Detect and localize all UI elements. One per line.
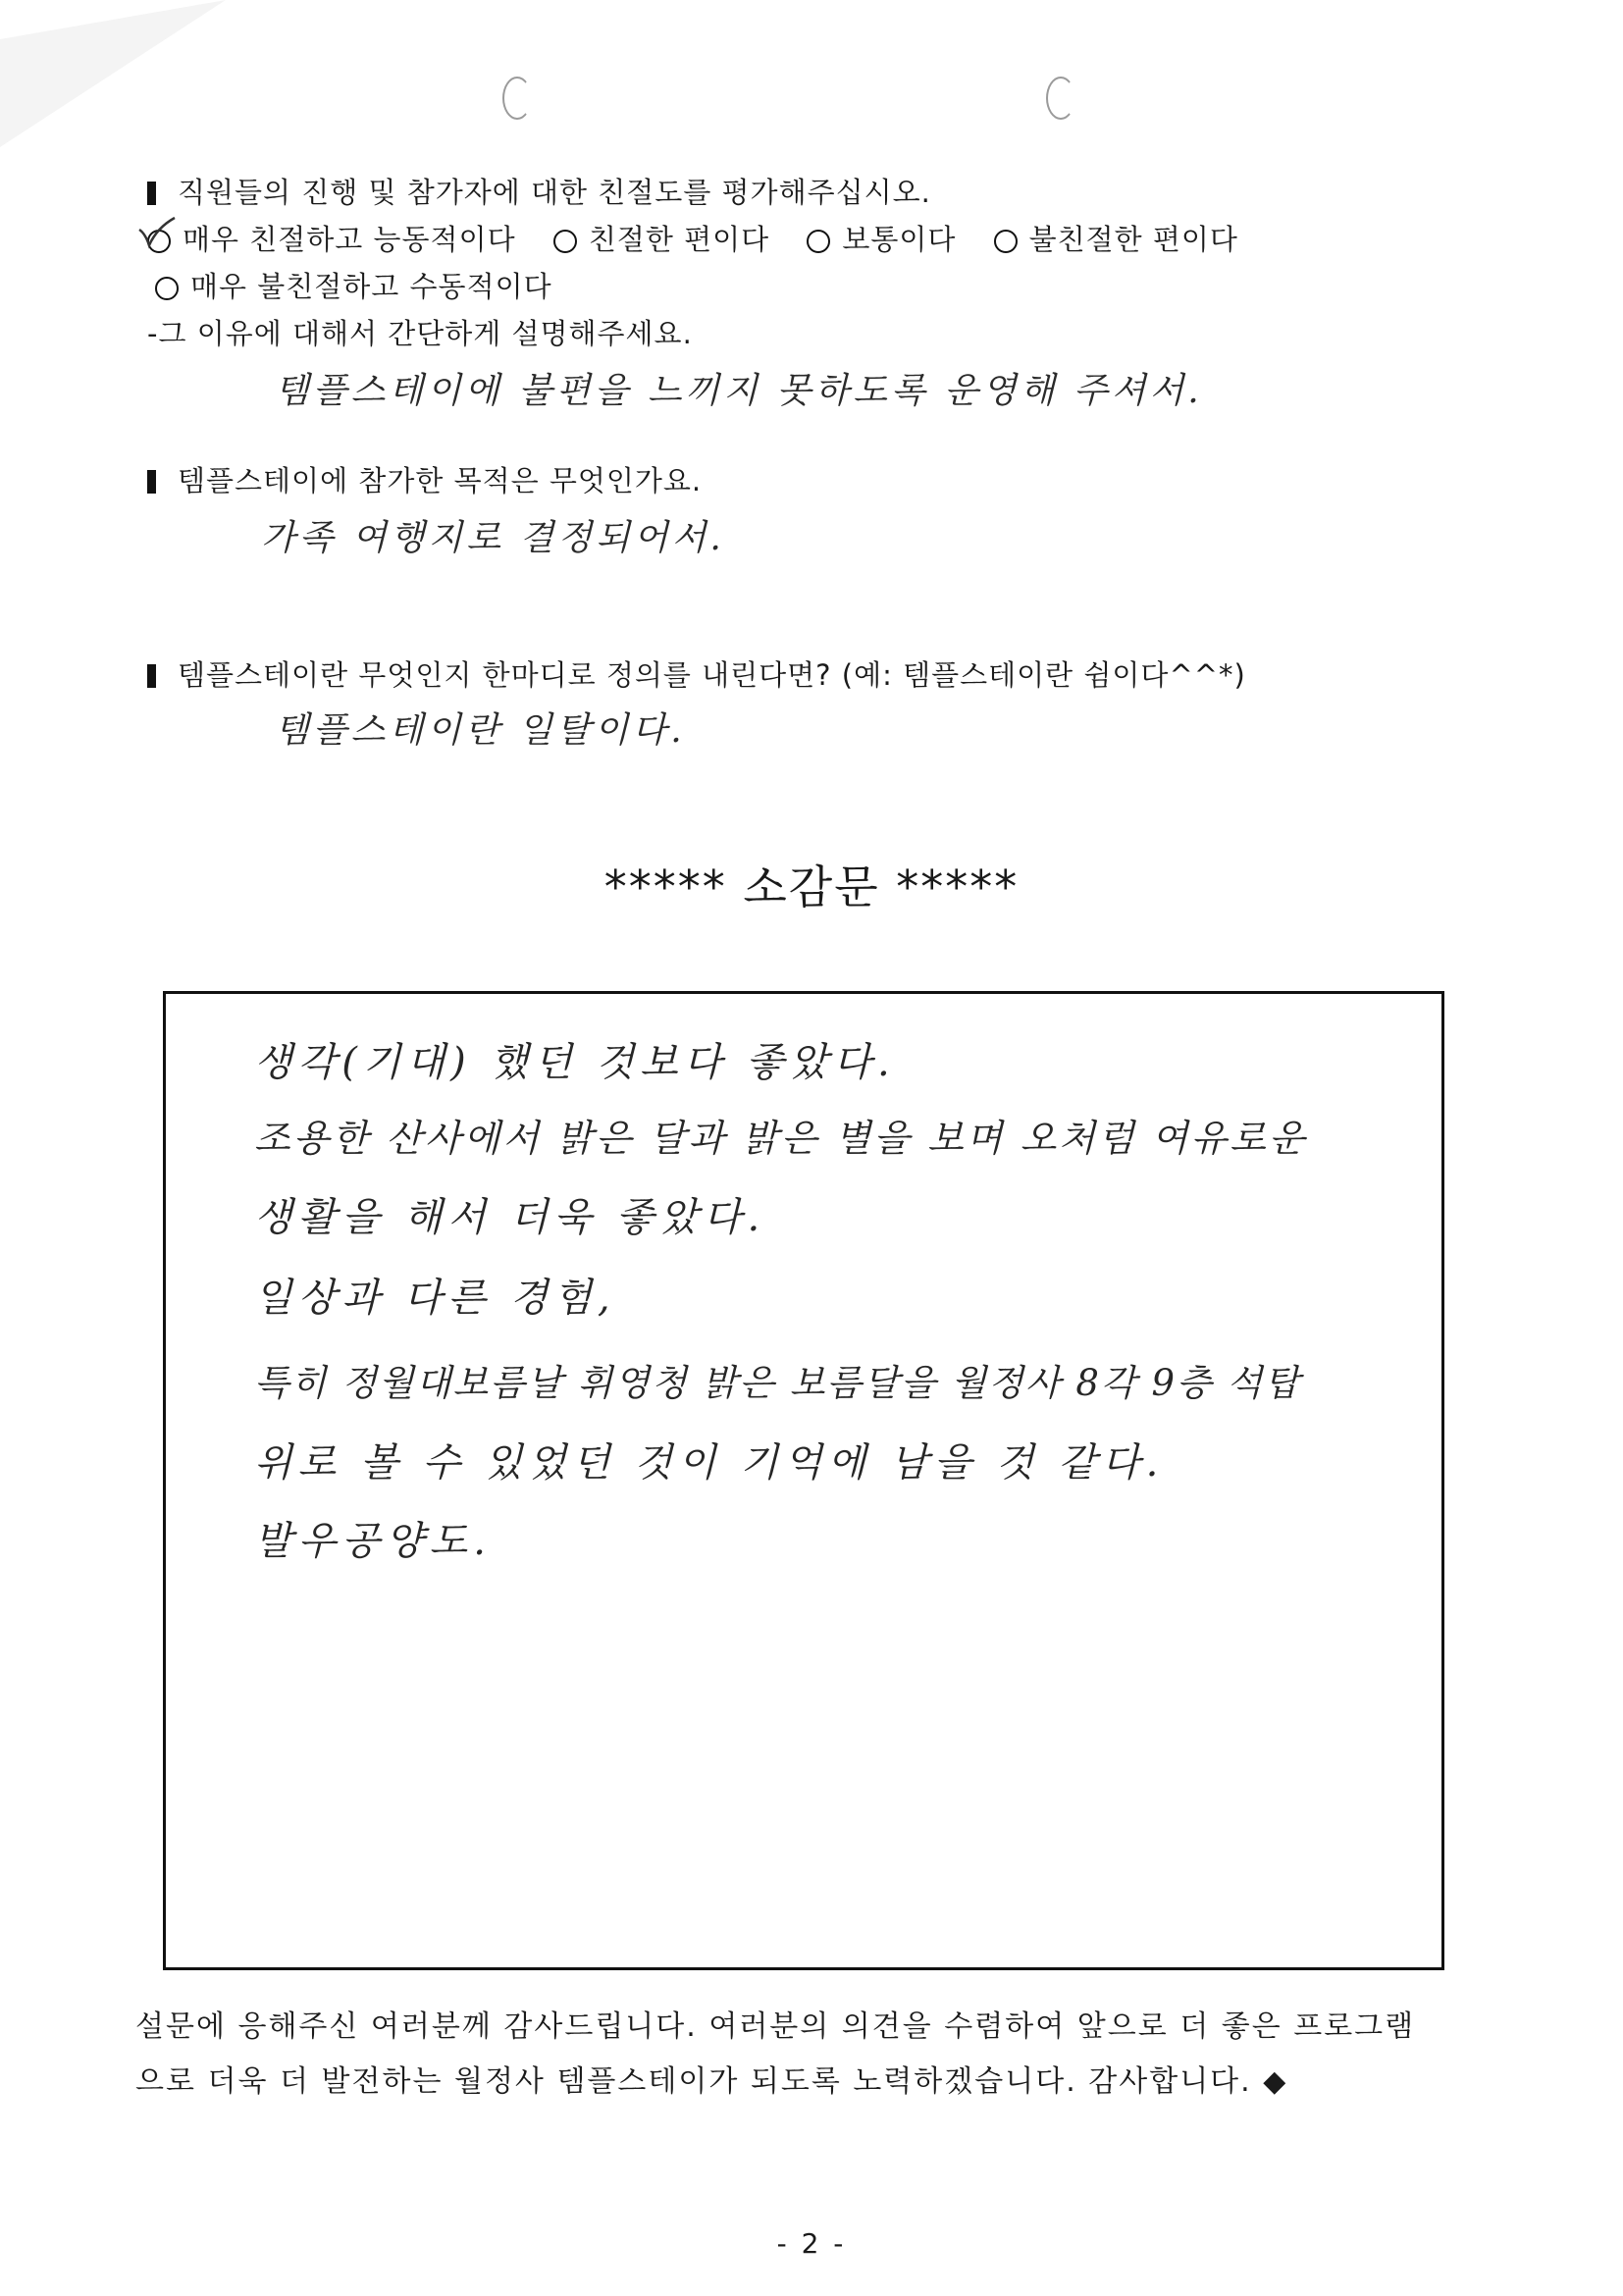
essay-line: 특히 정월대보름날 휘영청 밝은 보름달을 월정사 8각 9층 석탑 (254, 1362, 1301, 1404)
essay-line: 일상과 다른 경험, (254, 1276, 616, 1321)
essay-line: 생각(기대) 했던 것보다 좋았다. (254, 1040, 896, 1085)
question-staff-kindness (147, 169, 1501, 413)
option-average[interactable] (807, 216, 956, 263)
handwritten-reason-answer: 템플스테이에 불편을 느끼지 못하도록 운영해 주셔서. (275, 371, 1203, 411)
bullet-icon (147, 664, 156, 688)
option-label: 매우 친절하고 능동적이다 (183, 223, 516, 256)
question-definition (147, 652, 1501, 753)
radio-circle-icon[interactable] (553, 230, 577, 253)
question-text: 직원들의 진행 및 참가자에 대한 친절도를 평가해주십시오. (178, 176, 931, 209)
essay-line: 생활을 해서 더욱 좋았다. (254, 1195, 766, 1240)
option-kind[interactable] (553, 216, 769, 263)
essay-box (163, 991, 1444, 1970)
scan-corner-mark (0, 0, 236, 147)
question-line (147, 457, 1501, 504)
option-label: 불친절한 편이다 (1028, 223, 1238, 256)
option-label: 매우 불친절하고 수동적이다 (190, 270, 552, 303)
closing-message (135, 2000, 1509, 2110)
radio-circle-icon[interactable] (807, 230, 830, 253)
option-label: 친절한 편이다 (588, 223, 770, 256)
radio-circle-icon[interactable] (155, 277, 179, 300)
handwritten-definition-answer: 템플스테이란 일탈이다. (275, 710, 686, 751)
essay-line: 조용한 산사에서 밝은 달과 밝은 별을 보며 오처럼 여유로운 (254, 1117, 1308, 1160)
handwritten-purpose-answer: 가족 여행지로 결정되어서. (261, 518, 725, 558)
closing-line-2-text: 으로 더욱 더 발전하는 월정사 템플스테이가 되도록 노력하겠습니다. 감사합니다. (135, 2064, 1252, 2099)
option-very-kind[interactable] (147, 216, 516, 263)
closing-line-1: 설문에 응해주신 여러분께 감사드립니다. 여러분의 의견을 수렴하여 앞으로 더 좋은 프로그램 (135, 2009, 1416, 2044)
option-unkind[interactable] (994, 216, 1238, 263)
radio-circle-icon[interactable] (147, 230, 171, 253)
diamond-icon: ◆ (1263, 2064, 1288, 2099)
question-purpose (147, 457, 1501, 560)
closing-line-2 (135, 2055, 1509, 2110)
question-text: 템플스테이에 참가한 목적은 무엇인가요. (178, 464, 703, 497)
options-row (147, 216, 1501, 263)
punch-hole-right (1046, 77, 1075, 120)
bullet-icon (147, 182, 156, 205)
page-number: - 2 - (776, 2227, 847, 2260)
radio-circle-icon[interactable] (994, 230, 1018, 253)
question-line (147, 652, 1501, 699)
punch-hole-left (502, 77, 532, 120)
reason-prompt: -그 이유에 대해서 간단하게 설명해주세요. (147, 317, 693, 350)
question-line (147, 169, 1501, 216)
handwritten-check-icon (137, 216, 177, 255)
essay-line: 위로 볼 수 있었던 것이 기억에 남을 것 같다. (254, 1440, 1165, 1486)
essay-title: ***** 소감문 ***** (603, 861, 1020, 913)
option-label: 보통이다 (842, 223, 957, 256)
option-very-unkind[interactable] (155, 263, 552, 310)
options-row (147, 263, 1501, 310)
question-text: 템플스테이란 무엇인지 한마디로 정의를 내린다면? (예: 템플스테이란 쉼이다^^*) (178, 658, 1246, 692)
essay-line: 발우공양도. (254, 1519, 492, 1564)
bullet-icon (147, 470, 156, 494)
